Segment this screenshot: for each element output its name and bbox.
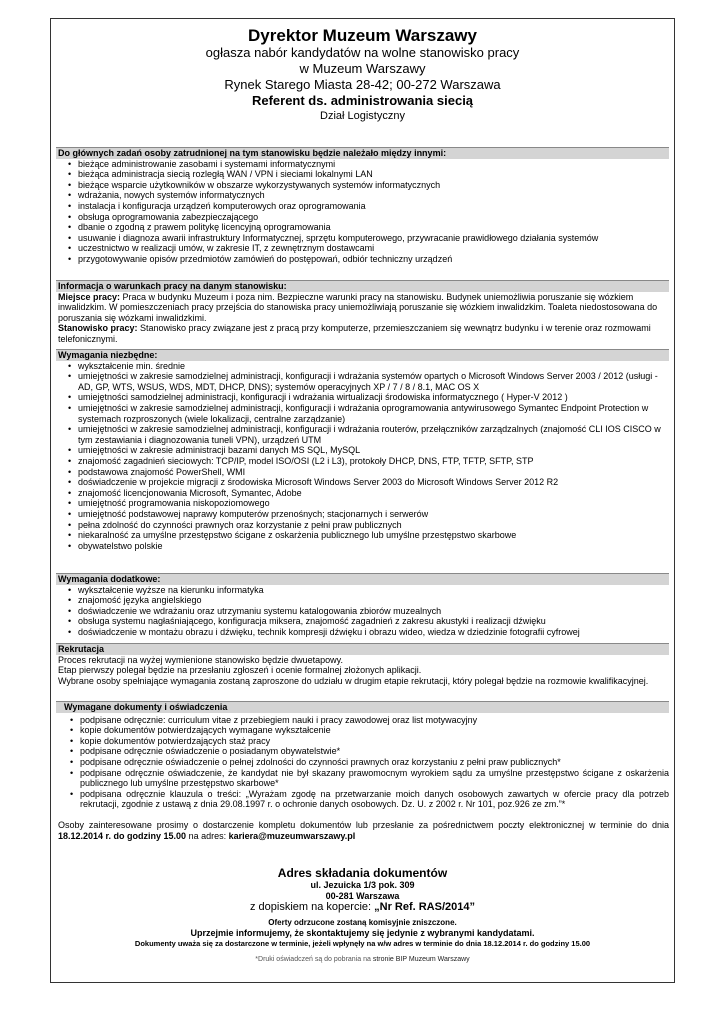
workplace-text: Praca w budynku Muzeum i poza nim. Bezpieczne warunki pracy na stanowisku. Budynek uniemożliwia poruszanie się wózkiem inwalidzkim. W pomieszczeniach pracy przejścia do stanowiska pracy uniemożliwiają poruszanie się wózkiem inwalidzkim. Toaleta niedostosowana do poruszania się wózkami inwalidzkimi. xyxy=(58,291,658,323)
documents-heading: Wymagane dokumenty i oświadczenia xyxy=(56,701,669,713)
submission-note xyxy=(56,820,669,841)
tasks-section xyxy=(56,147,669,265)
list-item: • dbanie o zgodną z prawem politykę licencyjną oprogramowania xyxy=(70,222,669,233)
address-section xyxy=(56,866,669,914)
post-paragraph xyxy=(56,323,669,344)
list-item: • umiejętności w zakresie samodzielnej administracji, konfiguracji i wdrażania systemów opartych o Microsoft Windows Server 2003 / 2012 (usługi - AD, GP, WTS, WSUS, WDS, MDT, DHCP, DNS); systemów operacyjnych XP / 7 / 8 / 8.1, MAC OS X xyxy=(70,371,669,392)
footer xyxy=(51,918,674,965)
footer-note-text: *Druki oświadczeń są do pobrania na xyxy=(255,956,373,963)
required-list xyxy=(56,361,669,552)
list-item: • umiejętność podstawowej naprawy komputerów przenośnych; stacjonarnych i serwerów xyxy=(70,509,669,520)
list-item: • wykształcenie min. średnie xyxy=(70,361,669,372)
list-item: • obywatelstwo polskie xyxy=(70,541,669,552)
footer-line-3: Dokumenty uważa się za dostarczone w terminie, jeżeli wpłynęły na w/w adres w terminie do dnia 18.12.2014 r. do godziny 15.00 xyxy=(134,939,591,948)
recruitment-heading: Rekrutacja xyxy=(56,643,669,655)
list-item: • kopie dokumentów potwierdzających wymagane wykształcenie xyxy=(72,725,669,736)
documents-section xyxy=(56,701,669,841)
list-item: • bieżące wsparcie użytkowników w obszarze wykorzystywanych systemów informatycznych xyxy=(70,180,669,191)
envelope-note-text: z dopiskiem na kopercie: xyxy=(250,901,375,914)
footer-note xyxy=(51,955,674,965)
list-item: • wdrażania, nowych systemów informatycznych xyxy=(70,190,669,201)
header-line-2: w Muzeum Warszawy xyxy=(299,61,426,76)
post-label: Stanowisko pracy: xyxy=(58,323,138,334)
list-item: • obsługa oprogramowania zabezpieczającego xyxy=(70,212,669,223)
address-street: ul. Jezuicka 1/3 pok. 309 xyxy=(310,880,415,890)
required-heading: Wymagania niezbędne: xyxy=(56,349,669,361)
required-section xyxy=(56,349,669,551)
conditions-heading: Informacja o warunkach pracy na danym stanowisku: xyxy=(56,280,669,292)
page-title: Dyrektor Muzeum Warszawy xyxy=(248,26,477,45)
recruitment-p2: Etap pierwszy polegał będzie na przesłaniu zgłoszeń i ocenie formalnej złożonych aplikacji. xyxy=(58,665,422,676)
header-address: Rynek Starego Miasta 28-42; 00-272 Warszawa xyxy=(224,77,501,92)
list-item: • wykształcenie wyższe na kierunku informatyka xyxy=(70,585,669,596)
list-item: • kopie dokumentów potwierdzających staż pracy xyxy=(72,736,669,747)
list-item: • umiejętność programowania niskopoziomowego xyxy=(70,498,669,509)
submission-note-text-2: na adres: xyxy=(186,830,229,841)
footer-line-2: Uprzejmie informujemy, że skontaktujemy się jedynie z wybranymi kandydatami. xyxy=(190,928,535,938)
workplace-label: Miejsce pracy: xyxy=(58,291,121,302)
announcement-frame xyxy=(50,18,675,983)
list-item: • znajomość licencjonowania Microsoft, Symantec, Adobe xyxy=(70,488,669,499)
conditions-section xyxy=(56,280,669,345)
recruitment-section xyxy=(56,643,669,686)
list-item: • podpisana odręcznie klauzula o treści: „Wyrażam zgodę na przetwarzanie moich danych osobowych zawartych w ofercie pracy dla potrzeb rekrutacji, zgodnie z ustawą z dnia 29.08.1997 r. o ochronie danych osobowych. Dz. U. z 2002 r. Nr 101, poz.926 ze zm.”* xyxy=(72,789,669,810)
list-item: • przygotowywanie opisów przedmiotów zamówień do postępowań, odbiór techniczny urządzeń xyxy=(70,254,669,265)
list-item: • doświadczenie w projekcie migracji z środowiska Microsoft Windows Server 2003 do Microsoft Windows Server 2012 R2 xyxy=(70,477,669,488)
documents-list xyxy=(56,715,669,810)
header xyxy=(51,19,674,123)
submission-note-text: Osoby zainteresowane prosimy o dostarczenie kompletu dokumentów lub przesłanie za pośrednictwem poczty elektronicznej w terminie do dnia xyxy=(58,819,669,830)
list-item: • uczestnictwo w realizacji umów, w zakresie IT, z zewnętrznym dostawcami xyxy=(70,243,669,254)
list-item: • pełna zdolność do czynności prawnych oraz korzystanie z pełni praw publicznych xyxy=(70,520,669,531)
list-item: • podpisane odręcznie oświadczenie o posiadanym obywatelstwie* xyxy=(72,746,669,757)
envelope-ref: „Nr Ref. RAS/2014” xyxy=(374,901,475,914)
list-item: • podpisane odręcznie: curriculum vitae z przebiegiem nauki i pracy zawodowej oraz list motywacyjny xyxy=(72,715,669,726)
additional-heading: Wymagania dodatkowe: xyxy=(56,573,669,585)
list-item: • bieżąca administracja siecią rozległą WAN / VPN i sieciami lokalnymi LAN xyxy=(70,169,669,180)
submission-deadline: 18.12.2014 r. do godziny 15.00 xyxy=(58,830,187,841)
list-item: • umiejętności samodzielnej administracji, konfiguracji i wdrażania wirtualizacji środowiska informatycznego ( Hyper-V 2012 ) xyxy=(70,392,669,403)
address-heading: Adres składania dokumentów xyxy=(277,866,448,880)
list-item: • umiejętności w zakresie administracji bazami danych MS SQL, MySQL xyxy=(70,445,669,456)
list-item: • instalacja i konfiguracja urządzeń komputerowych oraz oprogramowania xyxy=(70,201,669,212)
list-item: • podpisane odręcznie oświadczenie o pełnej zdolności do czynności prawnych oraz korzystaniu z pełni praw publicznych* xyxy=(72,757,669,768)
department: Dział Logistyczny xyxy=(320,110,405,122)
tasks-list xyxy=(56,159,669,265)
list-item: • umiejętności w zakresie samodzielnej administracji, konfiguracji i wdrażania oprogramowania antywirusowego Symantec Endpoint Protection w systemach rozproszonych (wiele lokalizacji, centralne zarządzanie) xyxy=(70,403,669,424)
list-item: • doświadczenie w montażu obrazu i dźwięku, technik kompresji dźwięku i obrazu wideo, wiedza w dziedzinie fotografii cyfrowej xyxy=(70,627,669,638)
submission-email: kariera@muzeumwarszawy.pl xyxy=(228,830,356,841)
list-item: • umiejętności w zakresie samodzielnej administracji, konfiguracji i wdrażania routerów, przełączników zarządzalnych (znajomość CLI IOS CISCO w tym zestawiania i diagnozowania tuneli VPN), urządzeń UTM xyxy=(70,424,669,445)
footer-line-1: Oferty odrzucone zostaną komisyjnie zniszczone. xyxy=(268,918,457,927)
list-item: • znajomość zagadnień sieciowych: TCP/IP, model ISO/OSI (L2 i L3), protokoły DHCP, DNS, FTP, TFTP, SFTP, STP xyxy=(70,456,669,467)
list-item: • niekaralność za umyślne przestępstwo ścigane z oskarżenia publicznego lub umyślne przestępstwo skarbowe xyxy=(70,530,669,541)
list-item: • obsługa systemu nagłaśniającego, konfiguracja miksera, znajomość zagadnień z zakresu akustyki i realizacji dźwięku xyxy=(70,616,669,627)
list-item: • doświadczenie we wdrażaniu oraz utrzymaniu systemu katalogowania zbiorów muzealnych xyxy=(70,606,669,617)
post-text: Stanowisko pracy związane jest z pracą przy komputerze, przemieszczaniem się wewnątrz budynku i w terenie oraz rozmowami telefonicznymi. xyxy=(58,323,651,344)
additional-section xyxy=(56,573,669,638)
bip-link[interactable]: stronie BIP Muzeum Warszawy xyxy=(372,956,470,963)
additional-list xyxy=(56,585,669,638)
list-item: • podstawowa znajomość PowerShell, WMI xyxy=(70,467,669,478)
header-line-1: ogłasza nabór kandydatów na wolne stanowisko pracy xyxy=(205,45,520,60)
tasks-heading: Do głównych zadań osoby zatrudnionej na tym stanowisku będzie należało między innymi: xyxy=(56,147,669,159)
envelope-note xyxy=(56,901,669,914)
address-city: 00-281 Warszawa xyxy=(325,890,400,901)
recruitment-p1: Proces rekrutacji na wyżej wymienione stanowisko będzie dwuetapowy. xyxy=(58,654,343,665)
recruitment-p3: Wybrane osoby spełniające wymagania zostaną zaproszone do udziału w drugim etapie rekrutacji, który polegał będzie na rozmowie kwalifikacyjnej. xyxy=(58,675,649,686)
workplace-paragraph xyxy=(56,292,669,324)
list-item: • bieżące administrowanie zasobami i systemami informatycznymi xyxy=(70,159,669,170)
list-item: • podpisane odręcznie oświadczenie, że kandydat nie był skazany prawomocnym wyrokiem sądu za umyślne przestępstwo ścigane z oskarżenia publicznego lub umyślne przestępstwo skarbowe* xyxy=(72,768,669,789)
position-title: Referent ds. administrowania siecią xyxy=(251,93,474,108)
list-item: • usuwanie i diagnoza awarii infrastruktury Informatycznej, sprzętu komputerowego, przywracanie prawidłowego działania systemów xyxy=(70,233,669,244)
list-item: • znajomość języka angielskiego xyxy=(70,595,669,606)
